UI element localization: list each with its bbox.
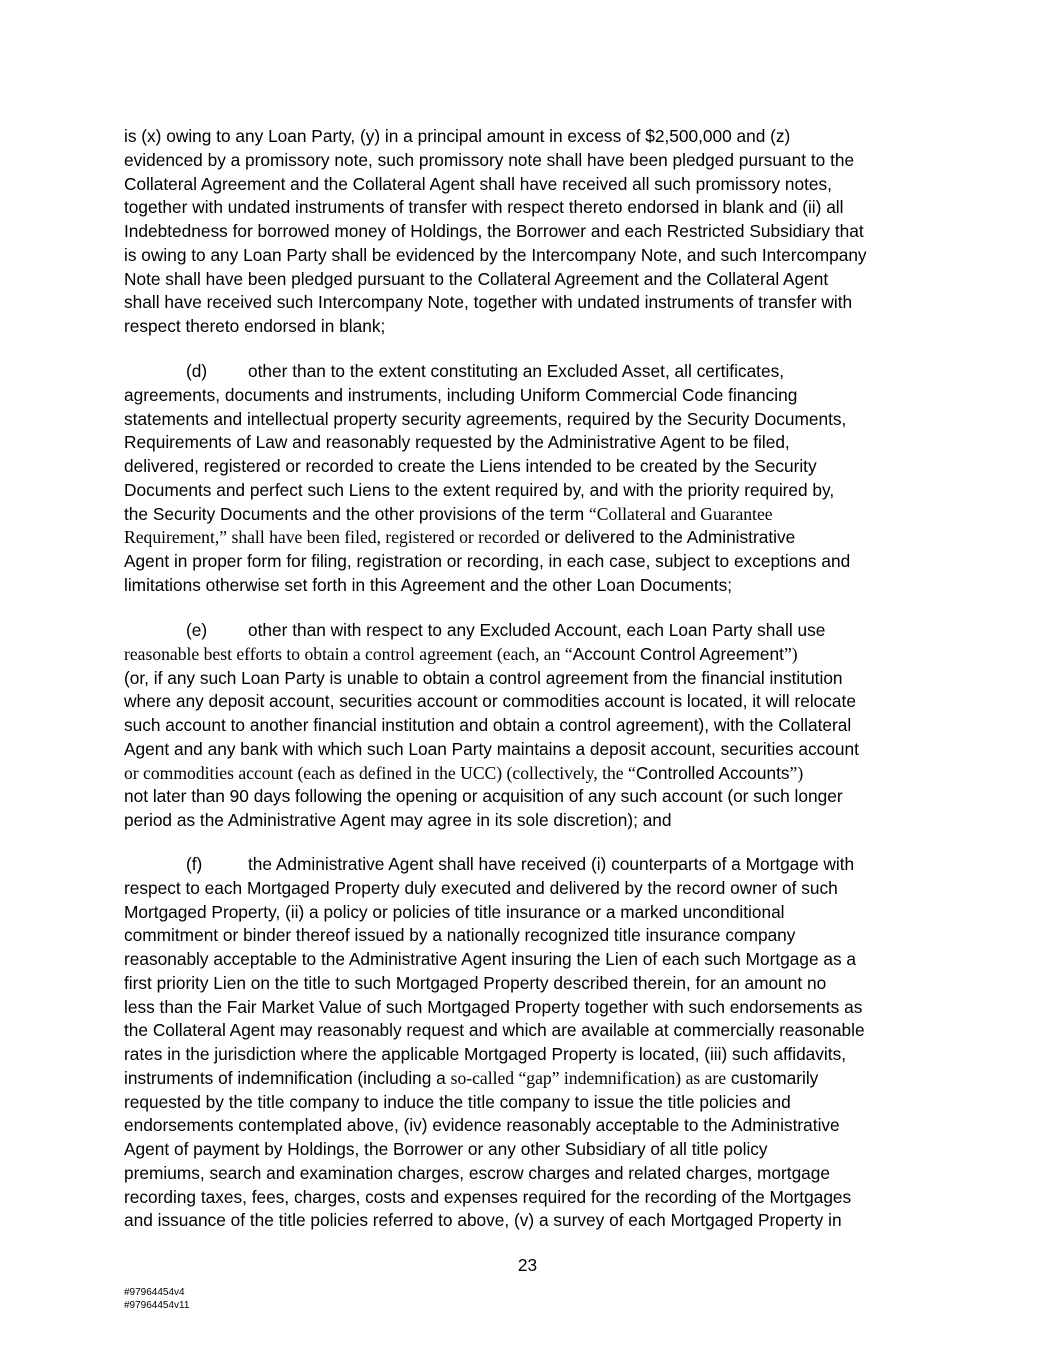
text-line: such account to another financial institution and obtain a control agreement), with the Collateral: [124, 715, 852, 735]
clause-marker: (f): [186, 854, 203, 874]
text-line: Collateral Agreement and the Collateral Agent shall have received all such promissory notes,: [124, 173, 832, 194]
clause-marker: (d): [186, 361, 208, 381]
text-line: [124, 643, 932, 667]
text-line: Agent of payment by Holdings, the Borrower or any other Subsidiary of all title policy: [124, 1139, 768, 1159]
text-line: the Collateral Agent may reasonably request and which are available at commercially reasonable: [124, 1020, 865, 1041]
serif-run: ”): [783, 643, 798, 664]
defined-term-run: “Collateral and Guarantee: [588, 503, 773, 524]
text-line: Agent and any bank with which such Loan Party maintains a deposit account, securities account: [124, 738, 859, 759]
text-line: Indebtedness for borrowed money of Holdings, the Borrower and each Restricted Subsidiary that: [124, 221, 864, 241]
defined-term: Controlled Accounts: [635, 762, 790, 783]
text-line: where any deposit account, securities account or commodities account is located, it will relocate: [124, 691, 856, 712]
clause-marker: (e): [186, 620, 208, 640]
text-line: respect thereto endorsed in blank;: [124, 316, 386, 336]
paragraph-d: [124, 360, 932, 598]
text-line: period as the Administrative Agent may agree in its sole discretion); and: [124, 810, 672, 830]
text-line: endorsements contemplated above, (iv) evidence reasonably acceptable to the Administrative: [124, 1115, 840, 1136]
document-id: #97964454v4: [124, 1287, 185, 1298]
text-line: not later than 90 days following the opening or acquisition of any such account (or such longer: [124, 786, 843, 807]
text-line: together with undated instruments of transfer with respect thereto endorsed in blank and (ii) all: [124, 197, 844, 218]
text-line: Requirements of Law and reasonably requested by the Administrative Agent to be filed,: [124, 432, 790, 453]
text-line: Documents and perfect such Liens to the extent required by, and with the priority required by,: [124, 479, 835, 500]
text-line: (or, if any such Loan Party is unable to obtain a control agreement from the financial institution: [124, 667, 843, 688]
text-run: the Security Documents and the other provisions of the term: [124, 503, 589, 524]
text-line: is (x) owing to any Loan Party, (y) in a principal amount in excess of $2,500,000 and (z): [124, 126, 791, 146]
text-line: reasonably acceptable to the Administrative Agent insuring the Lien of each such Mortgage as a: [124, 949, 857, 969]
paragraph-f: [124, 853, 932, 1233]
text-run: other than with respect to any Excluded Account, each Loan Party shall use: [248, 620, 826, 640]
page-number: 23: [517, 1255, 538, 1275]
text-line: less than the Fair Market Value of such Mortgaged Property together with such endorsements as: [124, 996, 863, 1017]
text-line: Agent in proper form for filing, registration or recording, in each case, subject to exceptions and: [124, 551, 851, 571]
text-run: instruments of indemnification (including a: [124, 1067, 451, 1088]
text-line: [124, 503, 932, 527]
paragraph-e: [124, 619, 932, 833]
text-line: first priority Lien on the title to such Mortgaged Property described therein, for an amount no: [124, 972, 827, 993]
text-line: delivered, registered or recorded to create the Liens intended to be created by the Security: [124, 456, 817, 476]
text-line: is owing to any Loan Party shall be evidenced by the Intercompany Note, and such Intercompany: [124, 244, 867, 265]
text-line: commitment or binder thereof issued by a nationally recognized title insurance company: [124, 925, 796, 946]
text-line: Note shall have been pledged pursuant to the Collateral Agreement and the Collateral Agent: [124, 268, 829, 289]
text-line: shall have received such Intercompany Note, together with undated instruments of transfer with: [124, 292, 853, 313]
text-line: agreements, documents and instruments, including Uniform Commercial Code financing: [124, 384, 798, 405]
text-line: requested by the title company to induce the title company to issue the title policies and: [124, 1091, 791, 1112]
text-line: [124, 1067, 932, 1091]
serif-run: ”): [789, 762, 804, 783]
serif-run: so-called “gap” indemnification) as are: [450, 1067, 727, 1088]
text-line: [124, 762, 932, 786]
text-line: evidenced by a promissory note, such promissory note shall have been pledged pursuant to the: [124, 149, 855, 170]
text-line: [124, 360, 932, 384]
text-line: limitations otherwise set forth in this Agreement and the other Loan Documents;: [124, 574, 733, 595]
text-line: Mortgaged Property, (ii) a policy or policies of title insurance or a marked unconditional: [124, 901, 785, 922]
serif-run: or commodities account (each as defined in the UCC) (collectively, the “: [124, 762, 636, 783]
text-run: customarily: [726, 1067, 819, 1088]
text-line: [124, 853, 932, 877]
paragraph-c-continuation: [124, 125, 932, 339]
text-line: and issuance of the title policies referred to above, (v) a survey of each Mortgaged Property in: [124, 1210, 842, 1231]
serif-run: Requirement,” shall have been filed, registered or recorded: [124, 527, 540, 548]
text-run: or delivered to the Administrative: [539, 527, 796, 548]
text-run: the Administrative Agent shall have received (i) counterparts of a Mortgage with: [248, 854, 855, 874]
defined-term: Account Control Agreement: [572, 643, 784, 664]
text-line: statements and intellectual property security agreements, required by the Security Documents,: [124, 408, 847, 429]
serif-run: reasonable best efforts to obtain a control agreement (each, an “: [124, 643, 573, 664]
document-id-stamp: [124, 1287, 189, 1312]
text-line: rates in the jurisdiction where the applicable Mortgaged Property is located, (iii) such affidavits,: [124, 1044, 847, 1064]
text-run: other than to the extent constituting an Excluded Asset, all certificates,: [248, 361, 785, 381]
document-id: #97964454v11: [124, 1299, 190, 1311]
text-line: [124, 619, 932, 643]
text-line: [124, 526, 932, 550]
text-line: premiums, search and examination charges, escrow charges and related charges, mortgage: [124, 1162, 831, 1183]
text-line: respect to each Mortgaged Property duly executed and delivered by the record owner of such: [124, 877, 838, 898]
text-line: recording taxes, fees, charges, costs and expenses required for the recording of the Mortgages: [124, 1186, 852, 1207]
